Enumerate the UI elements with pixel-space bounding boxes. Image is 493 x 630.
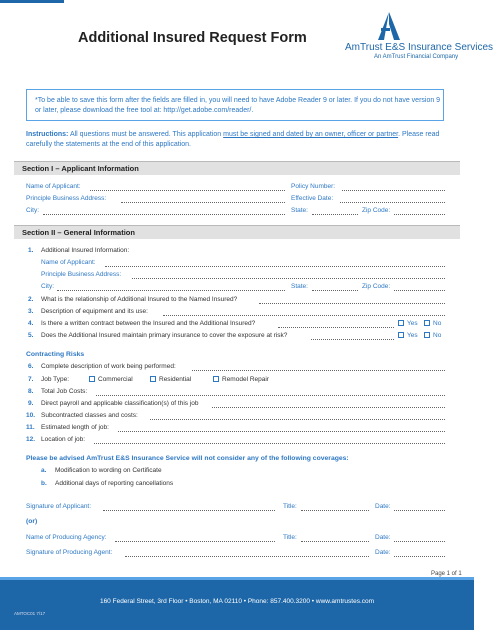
question-7-label: Job Type: xyxy=(41,376,70,383)
applicant-name-field[interactable] xyxy=(90,190,285,191)
job-type-remodel-label: Remodel Repair xyxy=(222,376,269,383)
job-type-remodel-checkbox[interactable] xyxy=(213,376,219,382)
signature-title-label: Title: xyxy=(283,503,297,510)
question-10-label: Subcontracted classes and costs: xyxy=(41,412,138,419)
effective-date-field[interactable] xyxy=(340,202,445,203)
question-3-number: 3. xyxy=(28,308,34,315)
question-9-field[interactable] xyxy=(212,407,445,408)
agency-title-field[interactable] xyxy=(301,541,369,542)
ai-zip-label: Zip Code: xyxy=(362,283,391,290)
state-label: State: xyxy=(291,207,308,214)
ai-name-field[interactable] xyxy=(105,266,445,267)
instructions-text-1: All questions must be answered. This application xyxy=(68,131,224,138)
footer-address: 160 Federal Street, 3rd Floor • Boston, MA 02110 • Phone: 857.400.3200 • www.amtrustes.com xyxy=(99,598,375,605)
ai-name-label: Name of Applicant: xyxy=(41,259,96,266)
zip-field[interactable] xyxy=(394,214,445,215)
question-3-label: Description of equipment and its use: xyxy=(41,308,148,315)
ai-city-field[interactable] xyxy=(57,290,285,291)
producing-agent-signature-label: Signature of Producing Agent: xyxy=(26,549,113,556)
instructions-text-2: . Please read carefully the statements at the end of this application. xyxy=(26,131,440,148)
question-4-yes-label: Yes xyxy=(407,320,418,327)
question-1-label: Additional Insured Information: xyxy=(41,247,130,254)
question-11-label: Estimated length of job: xyxy=(41,424,109,431)
agent-date-field[interactable] xyxy=(394,556,445,557)
state-field[interactable] xyxy=(312,214,358,215)
question-9-number: 9. xyxy=(28,400,34,407)
question-1-number: 1. xyxy=(28,247,34,254)
question-11-field[interactable] xyxy=(118,431,445,432)
or-separator: (or) xyxy=(26,518,38,525)
question-4-yes-checkbox[interactable] xyxy=(398,320,404,326)
ai-address-field[interactable] xyxy=(132,278,445,279)
question-2-number: 2. xyxy=(28,296,34,303)
agency-date-field[interactable] xyxy=(394,541,445,542)
job-type-residential-checkbox[interactable] xyxy=(150,376,156,382)
form-title: Additional Insured Request Form xyxy=(78,30,307,46)
question-8-label: Total Job Costs: xyxy=(41,388,88,395)
question-5-no-label: No xyxy=(433,332,442,339)
signature-date-label: Date: xyxy=(375,503,391,510)
question-3-field[interactable] xyxy=(163,315,445,316)
company-name: AmTrust E&S Insurance Services xyxy=(345,42,493,53)
question-11-number: 11. xyxy=(26,424,35,431)
producing-agency-field[interactable] xyxy=(115,541,275,542)
ai-address-label: Principle Business Address: xyxy=(41,271,122,278)
agent-date-label: Date: xyxy=(375,549,391,556)
question-4-no-label: No xyxy=(433,320,442,327)
question-10-field[interactable] xyxy=(150,419,445,420)
signature-applicant-field[interactable] xyxy=(103,510,275,511)
contracting-risks-heading: Contracting Risks xyxy=(26,351,85,358)
applicant-name-label: Name of Applicant: xyxy=(26,183,81,190)
advisory-b-marker: b. xyxy=(41,480,47,487)
question-5-number: 5. xyxy=(28,332,34,339)
question-5-leader xyxy=(311,339,394,340)
footer-bar xyxy=(0,580,474,630)
question-9-label: Direct payroll and applicable classification(s) of this job xyxy=(41,400,199,407)
question-4-number: 4. xyxy=(28,320,34,327)
job-type-commercial-checkbox[interactable] xyxy=(89,376,95,382)
signature-title-field[interactable] xyxy=(301,510,369,511)
ai-state-field[interactable] xyxy=(312,290,358,291)
city-field[interactable] xyxy=(43,214,285,215)
policy-number-field[interactable] xyxy=(342,190,445,191)
question-4-label: Is there a written contract between the Insured and the Additional Insured? xyxy=(41,320,256,327)
question-5-no-checkbox[interactable] xyxy=(424,332,430,338)
question-6-field[interactable] xyxy=(192,370,445,371)
question-8-field[interactable] xyxy=(96,395,445,396)
question-5-yes-checkbox[interactable] xyxy=(398,332,404,338)
question-5-label: Does the Additional Insured maintain primary insurance to cover the exposure at risk? xyxy=(41,332,288,339)
top-accent-bar xyxy=(0,0,64,3)
advisory-heading: Please be advised AmTrust E&S Insurance Service will not consider any of the following coverages: xyxy=(26,455,349,462)
question-4-no-checkbox[interactable] xyxy=(424,320,430,326)
ai-city-label: City: xyxy=(41,283,54,290)
instructions xyxy=(26,130,451,150)
question-12-field[interactable] xyxy=(94,443,445,444)
question-12-label: Location of job: xyxy=(41,436,86,443)
question-2-label: What is the relationship of Additional Insured to the Named Insured? xyxy=(41,296,238,303)
signature-applicant-label: Signature of Applicant: xyxy=(26,503,92,510)
section-2-heading: Section II – General Information xyxy=(14,225,460,239)
question-8-number: 8. xyxy=(28,388,34,395)
business-address-label: Principle Business Address: xyxy=(26,195,107,202)
adobe-notice: *To be able to save this form after the fields are filled in, you will need to have Adobe Reader 9 or later. If you do not have version 9 or later, please download the free tool at: http://get.adobe.com/reader/. xyxy=(26,89,444,121)
job-type-residential-label: Residential xyxy=(159,376,192,383)
company-tagline: An AmTrust Financial Company xyxy=(374,54,459,60)
city-label: City: xyxy=(26,207,39,214)
advisory-a-marker: a. xyxy=(41,467,47,474)
agency-title-label: Title: xyxy=(283,534,297,541)
question-2-field[interactable] xyxy=(259,303,445,304)
form-code: AMTOC01 7/17 xyxy=(14,611,46,616)
agency-date-label: Date: xyxy=(375,534,391,541)
question-4-leader xyxy=(278,327,394,328)
job-type-commercial-label: Commercial xyxy=(98,376,133,383)
producing-agency-label: Name of Producing Agency: xyxy=(26,534,107,541)
business-address-field[interactable] xyxy=(121,202,285,203)
producing-agent-signature-field[interactable] xyxy=(125,556,369,557)
ai-zip-field[interactable] xyxy=(394,290,445,291)
advisory-item-a: Modification to wording on Certificate xyxy=(55,467,162,474)
question-12-number: 12. xyxy=(26,436,36,443)
advisory-item-b: Additional days of reporting cancellations xyxy=(55,480,174,487)
instructions-label: Instructions: xyxy=(26,131,69,138)
instructions-signature-requirement: must be signed and dated by an owner, officer or partner xyxy=(223,131,399,138)
question-6-number: 6. xyxy=(28,363,34,370)
ai-state-label: State: xyxy=(291,283,308,290)
section-1-heading: Section I – Applicant Information xyxy=(14,161,460,175)
effective-date-label: Effective Date: xyxy=(291,195,334,202)
question-5-yes-label: Yes xyxy=(407,332,418,339)
signature-date-field[interactable] xyxy=(394,510,445,511)
policy-number-label: Policy Number: xyxy=(291,183,336,190)
question-6-label: Complete description of work being performed: xyxy=(41,363,176,370)
page-number: Page 1 of 1 xyxy=(431,571,462,577)
question-10-number: 10. xyxy=(26,412,36,419)
question-7-number: 7. xyxy=(28,376,34,383)
zip-label: Zip Code: xyxy=(362,207,391,214)
amtrust-logo-icon xyxy=(378,12,400,40)
